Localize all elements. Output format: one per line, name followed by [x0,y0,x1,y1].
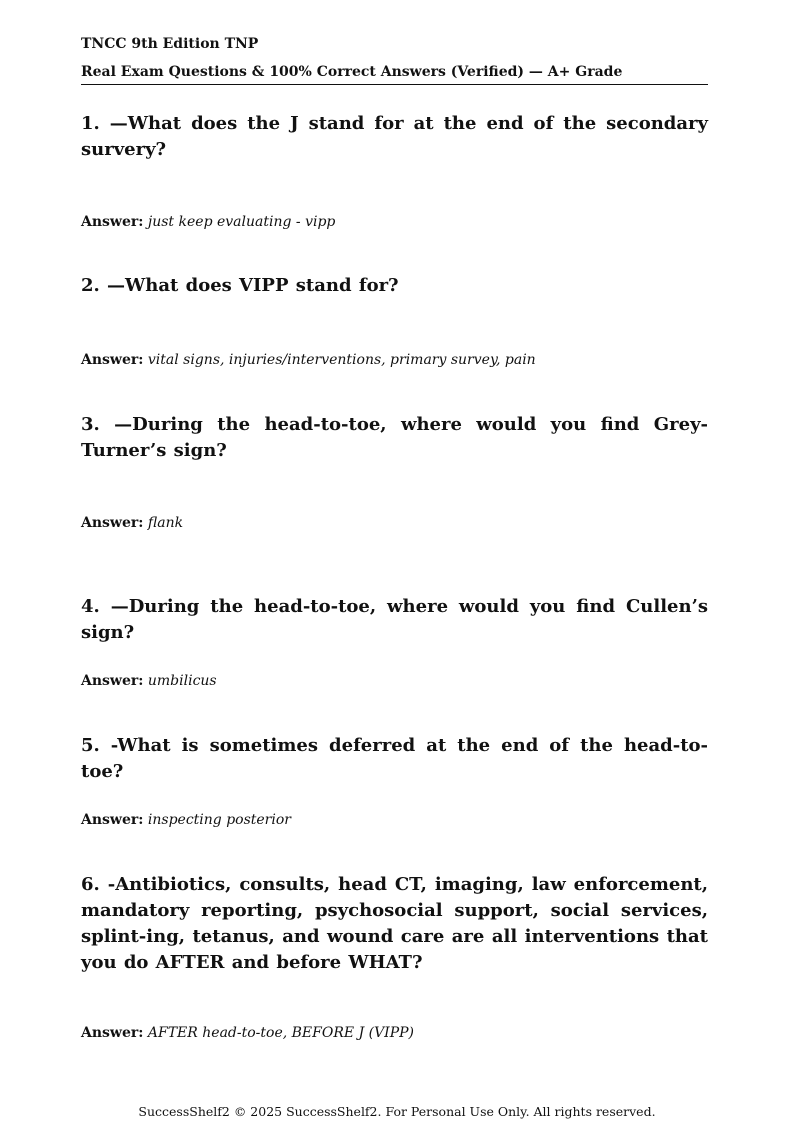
answer-5 [81,810,291,830]
answer-text-2: vital signs, injuries/interventions, primary survey, pain [147,352,536,368]
answer-label: Answer: [81,673,144,689]
answer-1 [81,212,335,232]
document-page [81,34,708,1041]
qa-item-3 [81,412,708,464]
answer-4 [81,671,217,691]
question-5: 5. -What is sometimes deferred at the end of the head-to-toe? [81,735,708,782]
qa-item-4 [81,594,708,646]
answer-label: Answer: [81,515,144,531]
document-title: TNCC 9th Edition TNP [81,36,259,52]
question-2: 2. —What does VIPP stand for? [81,275,399,296]
qa-item-6 [81,872,708,976]
answer-label: Answer: [81,1025,144,1041]
question-6: 6. -Antibiotics, consults, head CT, imaging, law enforcement, mandatory reporting, psychosocial support, social services, splint-ing, tetanus, and wound care are all interventions that you do AFTER and before WHAT? [81,874,708,973]
answer-text-4: umbilicus [147,673,217,689]
answer-text-1: just keep evaluating - vipp [147,214,336,230]
answer-3 [81,513,183,533]
qa-item-1 [81,111,708,163]
answer-text-3: flank [147,515,184,531]
answer-label: Answer: [81,352,144,368]
question-4: 4. —During the head-to-toe, where would you find Cullen’s sign? [81,596,708,643]
answer-2 [81,350,536,370]
page-footer: SuccessShelf2 © 2025 SuccessShelf2. For Personal Use Only. All rights reserved. [138,1104,656,1119]
answer-6 [81,1023,414,1043]
qa-item-2 [81,273,708,299]
document-subtitle: Real Exam Questions & 100% Correct Answers (Verified) — A+ Grade [81,62,708,85]
qa-item-5 [81,733,708,785]
answer-label: Answer: [81,812,144,828]
answer-text-5: inspecting posterior [147,812,291,828]
answer-text-6: AFTER head-to-toe, BEFORE J (VIPP) [147,1025,415,1041]
question-1: 1. —What does the J stand for at the end of the secondary survery? [81,113,708,160]
answer-label: Answer: [81,214,144,230]
question-3: 3. —During the head-to-toe, where would you find Grey-Turner’s sign? [81,414,708,461]
